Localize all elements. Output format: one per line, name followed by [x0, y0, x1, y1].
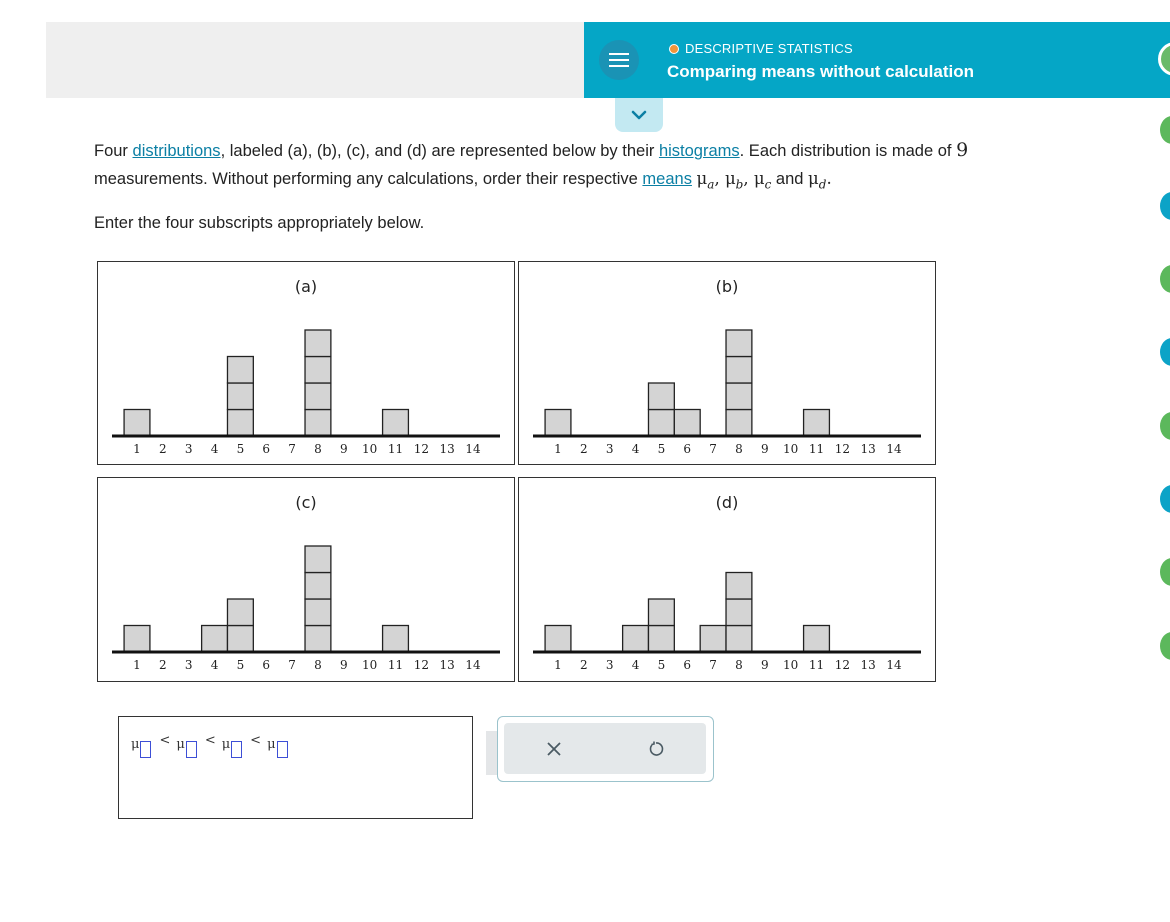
tick-label: 3 [184, 442, 193, 456]
histogram-c-plot [98, 478, 516, 683]
histogram-bar [202, 626, 228, 653]
histogram-label: (b) [715, 277, 739, 296]
tick-label: 14 [886, 658, 902, 672]
mu-symbol: μ [131, 737, 140, 752]
tick-label: 5 [657, 658, 666, 672]
tick-label: 1 [554, 658, 562, 672]
progress-marker [1160, 338, 1170, 366]
topic-status-dot [669, 44, 679, 54]
histogram-b-plot [519, 262, 937, 466]
progress-marker [1160, 558, 1170, 586]
histogram-bar [545, 626, 571, 653]
tick-label: 7 [709, 442, 717, 456]
histogram-bar [383, 626, 409, 653]
tick-label: 2 [159, 658, 167, 672]
tick-label: 10 [362, 658, 378, 672]
tick-label: 3 [605, 442, 614, 456]
histogram-bar [227, 599, 253, 626]
progress-marker [1160, 192, 1170, 220]
question-text [94, 136, 1134, 198]
answer-box [118, 716, 473, 819]
tick-label: 10 [783, 658, 799, 672]
mean-symbols: $\mu_a$, $\mu_b$, $\mu_c$ [696, 169, 772, 192]
less-than-sign: < [159, 733, 171, 748]
progress-marker [1160, 265, 1170, 293]
histogram-bar [648, 599, 674, 626]
histogram-bar [227, 626, 253, 653]
histogram-bar [726, 383, 752, 410]
histogram-b [518, 261, 936, 465]
answer-row [131, 733, 288, 752]
tick-label: 1 [133, 658, 141, 672]
progress-marker [1160, 116, 1170, 144]
histogram-bar [726, 573, 752, 600]
histogram-bar [305, 599, 331, 626]
tick-label: 12 [834, 658, 850, 672]
subscript-slot-4[interactable] [277, 741, 288, 758]
histogram-label: (d) [715, 493, 739, 512]
histogram-bar [674, 410, 700, 437]
distributions-link[interactable]: distributions [132, 142, 221, 160]
histogram-bar [545, 410, 571, 437]
tick-label: 6 [683, 658, 692, 672]
hamburger-menu-icon [609, 52, 629, 68]
histogram-label: (a) [294, 277, 318, 296]
question-text-part: and [771, 170, 809, 188]
tick-label: 14 [465, 442, 481, 456]
question-text-part: . Each distribution is made of [739, 142, 957, 160]
tick-label: 5 [236, 658, 245, 672]
mu-symbol: μ [221, 737, 231, 752]
histogram-bar [383, 410, 409, 437]
tick-label: 6 [262, 442, 271, 456]
subscript-slot-1[interactable] [140, 741, 151, 758]
histogram-bar [305, 330, 331, 357]
tick-label: 4 [210, 442, 219, 456]
histogram-label: (c) [295, 493, 317, 512]
histogram-bar [305, 573, 331, 600]
tick-label: 12 [413, 658, 429, 672]
tick-label: 10 [783, 442, 799, 456]
subscript-slot-2[interactable] [186, 741, 197, 758]
histogram-bar [227, 410, 253, 437]
topic-label: DESCRIPTIVE STATISTICS [685, 41, 853, 56]
tick-label: 1 [133, 442, 141, 456]
histogram-bar [804, 410, 830, 437]
histogram-bar [623, 626, 649, 653]
tick-label: 7 [709, 658, 717, 672]
histogram-bar [726, 330, 752, 357]
page-title: Comparing means without calculation [667, 62, 974, 81]
less-than-sign: < [204, 733, 216, 748]
histogram-bar [305, 383, 331, 410]
undo-button[interactable] [606, 723, 706, 774]
progress-marker [1160, 632, 1170, 660]
header-bar [584, 22, 1170, 98]
tick-label: 2 [580, 442, 588, 456]
tick-label: 6 [262, 658, 271, 672]
tick-label: 4 [210, 658, 219, 672]
close-icon [546, 741, 562, 757]
subscript-slot-3[interactable] [231, 741, 242, 758]
tick-label: 3 [605, 658, 614, 672]
tick-label: 9 [339, 658, 348, 672]
tick-label: 11 [808, 442, 825, 456]
histogram-bar [804, 626, 830, 653]
question-text-part: measurements. Without performing any calculations, order their respective [94, 170, 643, 188]
tick-label: 8 [735, 442, 743, 456]
histogram-d [518, 477, 936, 682]
tick-label: 13 [860, 442, 876, 456]
histogram-bar [124, 626, 150, 653]
tick-label: 5 [236, 442, 245, 456]
tick-label: 8 [314, 658, 322, 672]
histogram-bar [227, 383, 253, 410]
tick-label: 12 [834, 442, 850, 456]
tick-label: 2 [580, 658, 588, 672]
histogram-bar [648, 626, 674, 653]
expand-header-button[interactable] [615, 98, 663, 132]
tick-label: 5 [657, 442, 666, 456]
mu-symbol: μ [176, 737, 185, 752]
question-text-part: , labeled (a), (b), (c), and (d) are represented below by their [220, 142, 659, 160]
tick-label: 9 [339, 442, 348, 456]
chevron-down-icon [631, 110, 647, 120]
measurement-count: 9 [956, 139, 969, 161]
histogram-bar [648, 383, 674, 410]
tick-label: 14 [465, 658, 481, 672]
mean-symbol-d: $\mu_d$. [808, 169, 832, 192]
tick-label: 3 [184, 658, 193, 672]
tick-label: 9 [760, 442, 769, 456]
means-link[interactable]: means [642, 170, 692, 188]
tick-label: 2 [159, 442, 167, 456]
tick-label: 9 [760, 658, 769, 672]
histograms-link[interactable]: histograms [658, 142, 740, 160]
tick-label: 14 [886, 442, 902, 456]
histogram-bar [305, 546, 331, 573]
histogram-bar [648, 410, 674, 437]
toolbar-inner [504, 723, 706, 774]
tick-label: 6 [683, 442, 692, 456]
tick-label: 8 [735, 658, 743, 672]
histogram-a [97, 261, 515, 465]
instructions: Enter the four subscripts appropriately below. [94, 214, 425, 232]
tick-label: 1 [554, 442, 562, 456]
tick-label: 11 [808, 658, 825, 672]
tick-label: 13 [439, 442, 455, 456]
tick-label: 13 [860, 658, 876, 672]
menu-button[interactable] [599, 40, 639, 80]
tick-label: 4 [631, 442, 640, 456]
histogram-bar [124, 410, 150, 437]
histogram-bar [227, 357, 253, 384]
tick-label: 11 [387, 658, 404, 672]
tick-label: 13 [439, 658, 455, 672]
histogram-bar [726, 626, 752, 653]
mu-symbol: μ [267, 737, 276, 752]
histogram-bar [726, 599, 752, 626]
histogram-bar [726, 357, 752, 384]
histogram-c [97, 477, 515, 682]
header-left-panel [46, 22, 584, 98]
progress-marker [1160, 485, 1170, 513]
tick-label: 10 [362, 442, 378, 456]
tick-label: 7 [288, 442, 296, 456]
histogram-bar [700, 626, 726, 653]
topic-line [669, 41, 853, 56]
clear-button[interactable] [504, 723, 604, 774]
tick-label: 4 [631, 658, 640, 672]
question-text-part: Four [94, 142, 133, 160]
histogram-bar [305, 357, 331, 384]
answer-toolbar [497, 716, 714, 782]
less-than-sign: < [250, 733, 262, 748]
tick-label: 12 [413, 442, 429, 456]
histogram-bar [726, 410, 752, 437]
histogram-bar [305, 626, 331, 653]
histogram-a-plot [98, 262, 516, 466]
tick-label: 7 [288, 658, 296, 672]
tick-label: 8 [314, 442, 322, 456]
histogram-bar [305, 410, 331, 437]
undo-icon [647, 740, 665, 758]
progress-marker [1160, 412, 1170, 440]
tick-label: 11 [387, 442, 404, 456]
histogram-d-plot [519, 478, 937, 683]
